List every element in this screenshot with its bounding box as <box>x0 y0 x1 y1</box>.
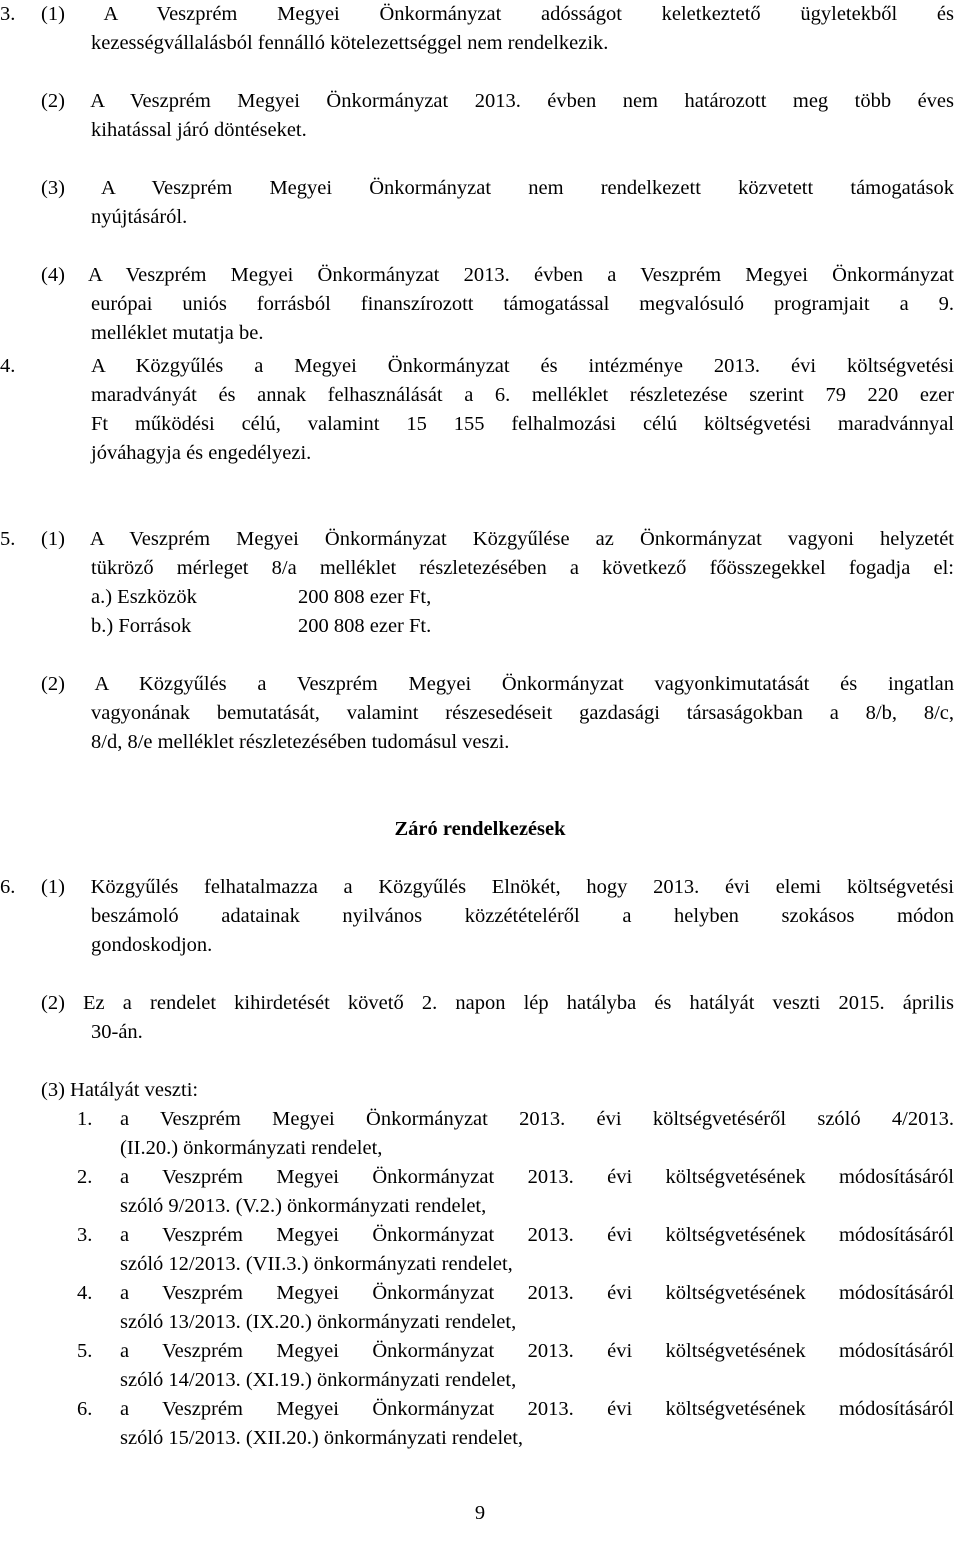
section-3-p4-line3: melléklet mutatja be. <box>91 322 264 344</box>
list-item: szóló 12/2013. (VII.3.) önkormányzati rendelet, <box>120 1253 513 1275</box>
list-item: szóló 13/2013. (IX.20.) önkormányzati rendelet, <box>120 1311 517 1333</box>
section-6-p2-line2: 30-án. <box>91 1021 143 1043</box>
section-4-line3: Ft működési célú, valamint 15 155 felhalmozási célú költségvetési maradvánnyal <box>91 413 954 435</box>
list-item-number: 5. <box>77 1340 93 1362</box>
section-4-line1: A Közgyűlés a Megyei Önkormányzat és intézménye 2013. évi költségvetési <box>91 355 954 377</box>
list-item-number: 2. <box>77 1166 93 1188</box>
list-item: a Veszprém Megyei Önkormányzat 2013. évi költségvetésének módosításáról <box>120 1224 954 1246</box>
list-item: szóló 14/2013. (XI.19.) önkormányzati rendelet, <box>120 1369 517 1391</box>
sources-value: 200 808 ezer Ft. <box>298 615 432 637</box>
section-3-p3-line1: (3) A Veszprém Megyei Önkormányzat nem rendelkezett közvetett támogatások <box>41 177 954 199</box>
page-number: 9 <box>474 1502 486 1524</box>
section-3-p2-line1: (2) A Veszprém Megyei Önkormányzat 2013. évben nem határozott meg több éves <box>41 90 954 112</box>
list-item-number: 3. <box>77 1224 93 1246</box>
section-4-number: 4. <box>0 355 16 377</box>
section-6-p1-line3: gondoskodjon. <box>91 934 213 956</box>
list-item: a Veszprém Megyei Önkormányzat 2013. évi költségvetésének módosításáról <box>120 1340 954 1362</box>
section-3-p4-line2: európai uniós forrásból finanszírozott támogatással megvalósuló programjait a 9. <box>91 293 954 315</box>
closing-provisions-heading: Záró rendelkezések <box>394 818 566 840</box>
sources-label: b.) Források <box>91 615 192 637</box>
section-6-p3-line1: (3) Hatályát veszti: <box>41 1079 199 1101</box>
section-6-number: 6. <box>0 876 16 898</box>
section-5-number: 5. <box>0 528 16 550</box>
section-6-p1-line1: (1) Közgyűlés felhatalmazza a Közgyűlés Elnökét, hogy 2013. évi elemi költségvetési <box>41 876 954 898</box>
section-3-p2-line2: kihatással járó döntéseket. <box>91 119 307 141</box>
section-3-p1-line1: (1) A Veszprém Megyei Önkormányzat adósságot keletkeztető ügyletekből és <box>41 3 954 25</box>
section-5-p1-line2: tükröző mérleget 8/a melléklet részletezésében a következő főösszegekkel fogadja el: <box>91 557 954 579</box>
assets-value: 200 808 ezer Ft, <box>298 586 432 608</box>
assets-label: a.) Eszközök <box>91 586 197 608</box>
list-item: a Veszprém Megyei Önkormányzat 2013. évi költségvetésének módosításáról <box>120 1282 954 1304</box>
list-item: szóló 9/2013. (V.2.) önkormányzati rendelet, <box>120 1195 487 1217</box>
list-item-number: 6. <box>77 1398 93 1420</box>
section-5-p2-line3: 8/d, 8/e melléklet részletezésében tudomásul veszi. <box>91 731 510 753</box>
section-5-p1-line1: (1) A Veszprém Megyei Önkormányzat Közgyűlése az Önkormányzat vagyoni helyzetét <box>41 528 954 550</box>
section-6-p1-line2: beszámoló adatainak nyilvános közzétételéről a helyben szokásos módon <box>91 905 954 927</box>
list-item: a Veszprém Megyei Önkormányzat 2013. évi költségvetésének módosításáról <box>120 1398 954 1420</box>
section-5-p2-line2: vagyonának bemutatását, valamint részesedéseit gazdasági társaságokban a 8/b, 8/c, <box>91 702 954 724</box>
section-4-line4: jóváhagyja és engedélyezi. <box>91 442 312 464</box>
list-item: (II.20.) önkormányzati rendelet, <box>120 1137 383 1159</box>
section-3-p4-line1: (4) A Veszprém Megyei Önkormányzat 2013. évben a Veszprém Megyei Önkormányzat <box>41 264 954 286</box>
section-6-p2-line1: (2) Ez a rendelet kihirdetését követő 2. napon lép hatályba és hatályát veszti 2015. április <box>41 992 954 1014</box>
section-3-number: 3. <box>0 3 16 25</box>
section-5-p2-line1: (2) A Közgyűlés a Veszprém Megyei Önkormányzat vagyonkimutatását és ingatlan <box>41 673 954 695</box>
list-item-number: 4. <box>77 1282 93 1304</box>
list-item: a Veszprém Megyei Önkormányzat 2013. évi költségvetésének módosításáról <box>120 1166 954 1188</box>
section-4-line2: maradványát és annak felhasználását a 6. melléklet részletezése szerint 79 220 ezer <box>91 384 954 406</box>
list-item: a Veszprém Megyei Önkormányzat 2013. évi költségvetéséről szóló 4/2013. <box>120 1108 954 1130</box>
list-item-number: 1. <box>77 1108 93 1130</box>
list-item: szóló 15/2013. (XII.20.) önkormányzati rendelet, <box>120 1427 524 1449</box>
section-3-p1-line2: kezességvállalásból fennálló kötelezettséggel nem rendelkezik. <box>91 32 609 54</box>
section-3-p3-line2: nyújtásáról. <box>91 206 188 228</box>
